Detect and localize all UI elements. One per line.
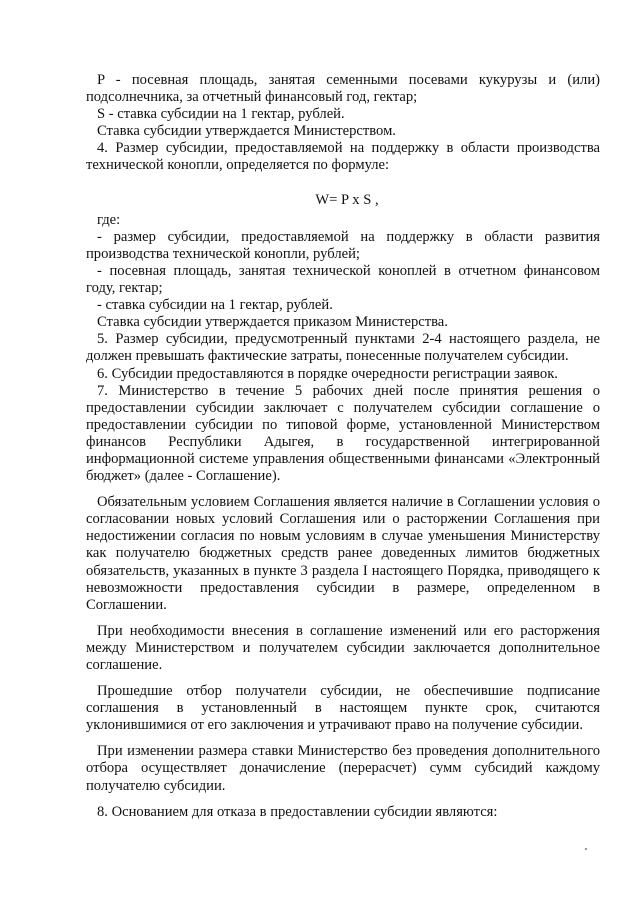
paragraph-evasion: Прошедшие отбор получатели субсидии, не обеспечившие подписание соглашения в установленный в настоящем пункте срок, считаются уклонившимися от его заключения и утрачивают право на получение субсидии. xyxy=(86,683,600,734)
paragraph-item-4: 4. Размер субсидии, предоставляемой на поддержку в области производства технической конопли, определяется по формуле: xyxy=(86,140,600,174)
paragraph-rate-order: Ставка субсидии утверждается приказом Министерства. xyxy=(97,314,448,331)
formula: W= P x S , xyxy=(315,191,379,208)
paragraph-rate-approval: Ставка субсидии утверждается Министерством. xyxy=(97,123,396,140)
paragraph-s-definition: S - ставка субсидии на 1 гектар, рублей. xyxy=(97,106,345,123)
paragraph-rate-definition: - ставка субсидии на 1 гектар, рублей. xyxy=(97,297,333,314)
paragraph-area-definition: - посевная площадь, занятая технической коноплей в отчетном финансовом году, гектар; xyxy=(86,262,600,297)
paragraph-item-5: 5. Размер субсидии, предусмотренный пунктами 2-4 настоящего раздела, не должен превышать фактические затраты, понесенные получателем субсидии. xyxy=(86,331,600,365)
paragraph-agreement-condition: Обязательным условием Соглашения является наличие в Соглашении условия о согласовании новых условий Соглашения или о расторжении Соглашения при недостижении согласия по новым условиям в случае уменьшения Министерству как получателю бюджетных средств ранее доведенных лимитов бюджетных обязательств, указанных в пункте 3 раздела I настоящего Порядка, приводящего к невозможности предоставления субсидии в размере, определенном в Соглашении. xyxy=(86,494,600,613)
document-body xyxy=(86,72,600,821)
paragraph-subsidy-size-definition: - размер субсидии, предоставляемой на поддержку в области развития производства технической конопли, рублей; xyxy=(86,228,600,262)
paragraph-item-7: 7. Министерство в течение 5 рабочих дней после принятия решения о предоставлении субсидии заключает с получателем субсидии соглашение о предоставлении субсидии по типовой форме, установленной Министерством финансов Республики Адыгея, в государственной интегрированной информационной системе управления общественными финансами «Электронный бюджет» (далее - Соглашение). xyxy=(86,382,600,485)
scan-speck xyxy=(585,848,587,850)
paragraph-item-8: 8. Основанием для отказа в предоставлении субсидии являются: xyxy=(97,803,498,820)
paragraph-p-definition: P - посевная площадь, занятая семенными посевами кукурузы и (или) подсолнечника, за отчетный финансовый год, гектар; xyxy=(86,72,600,106)
paragraph-rate-change: При изменении размера ставки Министерство без проведения дополнительного отбора осуществляет доначисление (перерасчет) сумм субсидий каждому получателю субсидии. xyxy=(86,743,600,794)
paragraph-agreement-changes: При необходимости внесения в соглашение изменений или его расторжения между Министерством и получателем субсидии заключается дополнительное соглашение. xyxy=(86,622,600,673)
where-label: где: xyxy=(97,211,121,228)
paragraph-item-6: 6. Субсидии предоставляются в порядке очередности регистрации заявок. xyxy=(97,365,558,382)
